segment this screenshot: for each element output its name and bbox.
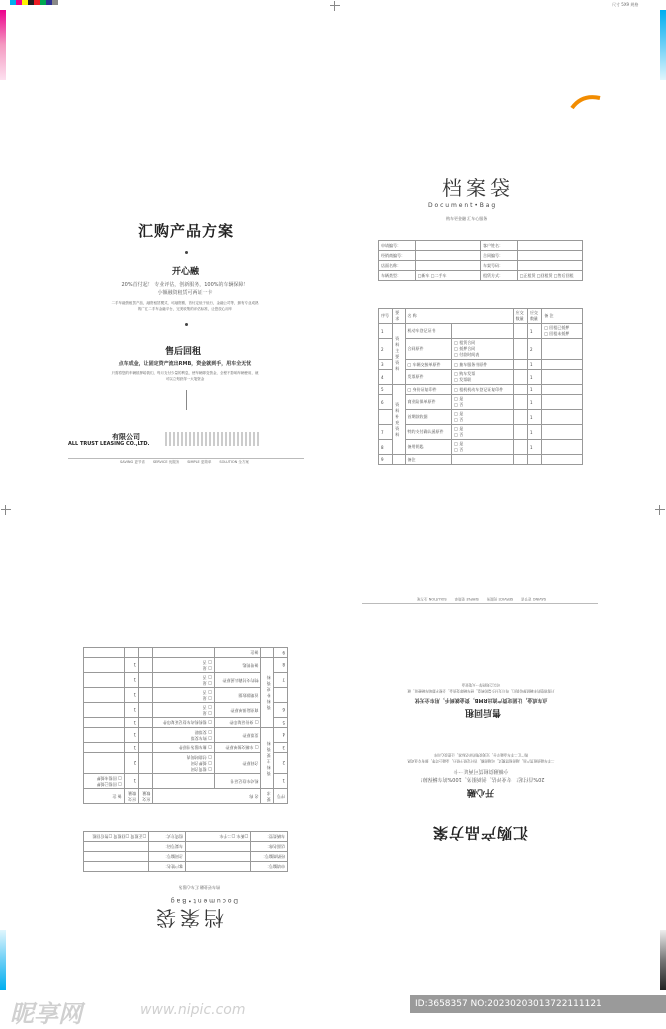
watermark-site: www.nipic.com [140, 1002, 246, 1018]
table-row [84, 728, 288, 743]
received-qty [513, 385, 527, 395]
item-check: □ 租赁合同 □ 抵押合同 □ 付款时间表 [452, 339, 514, 360]
required-qty: 1 [527, 410, 541, 425]
received-qty [513, 455, 527, 465]
item-check: □ 是 □ 否 [153, 673, 215, 688]
item-name: 备注 [214, 648, 261, 658]
field-value [415, 241, 480, 251]
field-value [84, 862, 149, 872]
brand-swoosh-icon [570, 92, 602, 110]
received-qty [139, 743, 153, 753]
item-check [153, 774, 215, 789]
item-note [84, 753, 125, 774]
item-name: 特约支付确认函原件 [214, 673, 261, 688]
rotated-section1-line1: 20%首付起！ 专业评估，创新服务，100%的车辆保障！ [417, 776, 545, 782]
field-value [186, 852, 251, 862]
row-number: 1 [379, 324, 393, 339]
company-en: ALL TRUST LEASING CO.,LTD. [68, 441, 150, 447]
rotated-copy-panel [0, 524, 666, 934]
item-name: 机动车登记证书 [405, 324, 452, 339]
item-name: 商业险保单原件 [405, 395, 452, 410]
registration-mark [330, 1, 340, 11]
column-header: 应交数量 [527, 309, 541, 324]
row-number: 4 [379, 370, 393, 385]
footer-saving: SAVING 更节省 [120, 460, 145, 464]
watermark-logo: 昵享网 [10, 1000, 82, 1028]
item-note [542, 370, 583, 385]
item-note [84, 658, 125, 673]
received-qty [513, 395, 527, 410]
footer-simple: SIMPLE 更简单 [187, 460, 212, 464]
item-name: 合同原件 [214, 753, 261, 774]
table-row [84, 718, 288, 728]
received-qty [513, 440, 527, 455]
received-qty [139, 774, 153, 789]
table-row [84, 852, 288, 862]
section1-title: 开心融 [172, 267, 200, 277]
field-label: 客户姓名： [480, 241, 517, 251]
field-label: 店面名称： [251, 842, 288, 852]
item-name: 发票原件 [214, 728, 261, 743]
required-qty: 1 [124, 774, 138, 789]
column-header: 要求 [261, 789, 273, 804]
received-qty [139, 703, 153, 718]
row-number: 7 [379, 425, 393, 440]
received-qty [513, 360, 527, 370]
section2-title: 售后回租 [165, 347, 202, 357]
watermark-id: ID:3658357 NO:20230203013722111121 [415, 999, 602, 1009]
column-header: 应交数量 [513, 309, 527, 324]
bag-subtitle: D o c u m e n t • B a g [428, 202, 496, 209]
item-note [542, 410, 583, 425]
required-qty: 2 [527, 339, 541, 360]
table-row [84, 774, 288, 789]
row-number: 5 [379, 385, 393, 395]
table-row [84, 743, 288, 753]
item-note [542, 425, 583, 440]
row-number: 3 [379, 360, 393, 370]
brochure-footer [120, 460, 249, 465]
field-label: 租赁方式： [480, 271, 517, 281]
item-check: □ 是 □ 否 [153, 658, 215, 673]
rotated-bag-subtitle: D o c u m e n t • B a g [170, 897, 238, 904]
footer-solution: SOLUTION 全方案 [219, 460, 249, 464]
divider-line [186, 390, 187, 410]
row-number: 8 [379, 440, 393, 455]
field-value [186, 862, 251, 872]
column-header: 序号 [273, 789, 287, 804]
item-note [542, 339, 583, 360]
table-row [84, 673, 288, 688]
item-check: □ 是 □ 否 [452, 425, 514, 440]
brochure-title: 汇购产品方案 [138, 222, 235, 240]
item-name: 发票原件 [405, 370, 452, 385]
bag-tagline: 购车更金融 汇车心服务 [446, 216, 488, 221]
right-color-strip-top [660, 10, 666, 80]
row-number: 9 [379, 455, 393, 465]
row-number: 4 [273, 728, 287, 743]
field-value [517, 251, 582, 261]
rotated-section2-line1: 点车成金，让固定资产流出RMB，资金就到手，用车全无忧 [414, 697, 548, 703]
item-check: □ 是 □ 否 [153, 703, 215, 718]
required-qty: 1 [124, 688, 138, 703]
field-value [517, 241, 582, 251]
rotated-footer-rule [362, 603, 598, 604]
field-value [84, 852, 149, 862]
rotated-bag-items-table [83, 647, 288, 804]
required-qty: 1 [527, 360, 541, 370]
table-header-row [379, 309, 583, 324]
item-name: □ 车辆交接单原件 [214, 743, 261, 753]
row-number: 5 [273, 718, 287, 728]
item-note [84, 728, 125, 743]
table-row [379, 370, 583, 385]
rotated-brochure-footer [417, 596, 546, 601]
table-row [379, 385, 583, 395]
rotated-section1-desc: 二手车融资租赁产品，融资租赁模式，可融资额，首付定低于低行，金融公司等，拥有专业成熟的广汇二手车金融平台，完美收集的评估标准，让您放心用车 [407, 753, 555, 763]
item-note [84, 688, 125, 703]
received-qty [513, 425, 527, 440]
table-row [379, 324, 583, 339]
column-header: 应交数量 [124, 789, 138, 804]
rotated-footer-simple: SIMPLE 更简单 [454, 597, 479, 601]
item-check: □ 抽车服务书原件 [452, 360, 514, 370]
item-note [542, 440, 583, 455]
required-qty: 1 [527, 395, 541, 410]
table-row [379, 360, 583, 370]
row-number: 8 [273, 658, 287, 673]
table-row [84, 753, 288, 774]
row-number: 6 [273, 703, 287, 718]
color-registration-bar [10, 0, 58, 5]
rotated-bag-header-table [83, 831, 288, 872]
item-note [84, 648, 125, 658]
received-qty [139, 753, 153, 774]
section1-line2: 小额融资租赁可两证一卡 [157, 290, 213, 296]
rotated-section1-line2: 小额融资租赁可两证一卡 [453, 768, 509, 774]
item-check: □ 租机机动车登记证复印件 [153, 718, 215, 728]
row-number: 3 [273, 743, 287, 753]
bag-items-table [378, 308, 583, 465]
group-label [393, 455, 405, 465]
rotated-section1-title: 开心融 [466, 787, 494, 797]
required-qty [527, 455, 541, 465]
item-name: 备用钥匙 [405, 440, 452, 455]
required-qty: 1 [124, 728, 138, 743]
field-label: 租赁方式： [149, 832, 186, 842]
field-value [84, 842, 149, 852]
item-note [84, 743, 125, 753]
footer-rule [68, 458, 304, 459]
table-row [379, 241, 583, 251]
received-qty [139, 728, 153, 743]
item-name: 首期款收据 [405, 410, 452, 425]
rotated-section2-desc: 只需将您的车辆抵押给我们，每月支付少量的利息，使车辆即变资金，全程不影响车辆使用，就可以立刻获得一大笔资金 [407, 683, 555, 693]
received-qty [139, 648, 153, 658]
item-check: □ 购车发票 □ 发票联 [452, 370, 514, 385]
item-check: □ 是 □ 否 [153, 688, 215, 703]
row-number: 9 [273, 648, 287, 658]
row-number: 7 [273, 673, 287, 688]
left-color-strip-bottom [0, 930, 6, 990]
table-row [84, 688, 288, 703]
required-qty: 1 [527, 385, 541, 395]
required-qty: 1 [124, 718, 138, 728]
column-header: 应交数量 [139, 789, 153, 804]
section1-desc: 二手车融资租赁产品，融资租赁模式，可融资额，首付定低于低行，金融公司等，拥有专业成熟的广汇二手车金融平台，完美收集的评估标准，让您放心用车 [111, 301, 259, 311]
item-check [153, 648, 215, 658]
left-color-strip-top [0, 10, 6, 80]
required-qty: 1 [124, 658, 138, 673]
table-row [84, 862, 288, 872]
item-name: 首期款收据 [214, 688, 261, 703]
field-label: 经销商编号： [251, 852, 288, 862]
required-qty: 1 [527, 440, 541, 455]
column-header: 名 称 [153, 789, 261, 804]
registration-mark [1, 505, 11, 515]
column-header: 名 称 [405, 309, 513, 324]
right-color-strip-bottom [660, 930, 666, 990]
required-qty [124, 648, 138, 658]
company-info-block [165, 432, 260, 446]
required-qty: 1 [527, 324, 541, 339]
section1-line1: 20%首付起！ 专业评估，创新服务，100%的车辆保障！ [121, 282, 249, 288]
table-row [379, 440, 583, 455]
section2-line1: 点车成金，让固定资产流出RMB，资金就到手，用车全无忧 [118, 361, 252, 367]
received-qty [513, 410, 527, 425]
item-note: □ 回租已抵押 □ 回租未抵押 [542, 324, 583, 339]
item-name: 备用钥匙 [214, 658, 261, 673]
row-number [273, 688, 287, 703]
field-value [415, 261, 480, 271]
row-number: 1 [273, 774, 287, 789]
table-row [84, 842, 288, 852]
field-label: 车架号码： [480, 261, 517, 271]
field-label: 车辆类型： [251, 832, 288, 842]
column-header: 备 注 [542, 309, 583, 324]
item-name: □ 身份证复印件 [214, 718, 261, 728]
table-header-row [84, 789, 288, 804]
group-label: 资料主要资料 [393, 324, 405, 385]
field-label: 合同编号： [149, 852, 186, 862]
item-note [84, 673, 125, 688]
divider-dot [185, 251, 188, 254]
item-check: □ 租赁合同 □ 抵押合同 □ 付款时间表 [153, 753, 215, 774]
item-check: □ 购车发票 □ 发票联 [153, 728, 215, 743]
field-value [186, 842, 251, 852]
field-value: □正租赁 □回租赁 □售后回租 [84, 832, 149, 842]
table-row [379, 251, 583, 261]
table-row [379, 425, 583, 440]
footer-service: SERVICE 优服务 [152, 460, 180, 464]
table-row [379, 339, 583, 360]
rotated-bag-title: 档案袋 [152, 906, 224, 930]
bag-header-table [378, 240, 583, 281]
row-number: 6 [379, 395, 393, 410]
item-check [452, 455, 514, 465]
received-qty [139, 673, 153, 688]
received-qty [139, 658, 153, 673]
field-value [517, 261, 582, 271]
item-name: □ 车辆交接单原件 [405, 360, 452, 370]
item-name: 特约支付确认函原件 [405, 425, 452, 440]
rotated-section2-title: 售后回租 [464, 707, 501, 717]
top-right-note: 尺寸 5X9 规格 [612, 2, 639, 7]
rotated-footer-service: SERVICE 优服务 [486, 597, 514, 601]
required-qty: 1 [527, 425, 541, 440]
item-check: □ 租机机动车登记证复印件 [452, 385, 514, 395]
group-label: 资料主要资料 [261, 728, 273, 789]
required-qty: 1 [124, 743, 138, 753]
item-name: □ 身份证复印件 [405, 385, 452, 395]
divider-dot [185, 323, 188, 326]
group-label: 资料补充资料 [393, 385, 405, 455]
item-note [542, 360, 583, 370]
field-label: 车辆类型： [379, 271, 416, 281]
color-swatch [52, 0, 58, 5]
field-label: 客户姓名： [149, 862, 186, 872]
item-check [452, 324, 514, 339]
received-qty [513, 339, 527, 360]
field-value [415, 251, 480, 261]
column-header: 序号 [379, 309, 393, 324]
bag-title: 档案袋 [442, 176, 514, 200]
item-note [542, 385, 583, 395]
item-name: 机动车登记证书 [214, 774, 261, 789]
table-row [379, 395, 583, 410]
received-qty [139, 718, 153, 728]
item-check: □ 抽车服务书原件 [153, 743, 215, 753]
received-qty [513, 324, 527, 339]
group-label: 资料补充资料 [261, 658, 273, 728]
field-label: 合同编号： [480, 251, 517, 261]
item-name: 备注 [405, 455, 452, 465]
table-row [379, 261, 583, 271]
field-label: 申请编号： [379, 241, 416, 251]
item-name: 商业险保单原件 [214, 703, 261, 718]
table-row [379, 271, 583, 281]
item-check: □ 是 □ 否 [452, 440, 514, 455]
item-note [542, 395, 583, 410]
item-note [542, 455, 583, 465]
table-row [379, 455, 583, 465]
table-row [84, 832, 288, 842]
rotated-brochure-title: 汇购产品方案 [431, 824, 528, 842]
table-row [84, 648, 288, 658]
field-label: 经销商编号： [379, 251, 416, 261]
row-number [379, 410, 393, 425]
required-qty: 1 [124, 703, 138, 718]
registration-mark [655, 505, 665, 515]
column-header: 备 注 [84, 789, 125, 804]
item-note: □ 回租已抵押 □ 回租未抵押 [84, 774, 125, 789]
required-qty: 1 [527, 370, 541, 385]
received-qty [139, 688, 153, 703]
company-cn: 有限公司 [112, 433, 140, 441]
rotated-bag-tagline: 购车更金融 汇车心服务 [178, 885, 220, 890]
table-row [379, 410, 583, 425]
field-label: 店面名称： [379, 261, 416, 271]
group-label [261, 648, 273, 658]
field-label: 车架号码： [149, 842, 186, 852]
section2-desc: 只需将您的车辆抵押给我们，每月支付少量的利息，使车辆即变资金，全程不影响车辆使用，就可以立刻获得一大笔资金 [111, 371, 259, 381]
field-value: □正租赁 □回租赁 □售后回租 [517, 271, 582, 281]
required-qty: 1 [124, 673, 138, 688]
item-note [84, 718, 125, 728]
table-row [84, 658, 288, 673]
field-value: □新车 □二手车 [186, 832, 251, 842]
table-row [84, 703, 288, 718]
row-number: 2 [379, 339, 393, 360]
received-qty [513, 370, 527, 385]
rotated-footer-saving: SAVING 更节省 [521, 597, 546, 601]
field-label: 申请编号： [251, 862, 288, 872]
item-check: □ 是 □ 否 [452, 395, 514, 410]
item-note [84, 703, 125, 718]
column-header: 要求 [393, 309, 405, 324]
item-check: □ 是 □ 否 [452, 410, 514, 425]
field-value: □新车 □二手车 [415, 271, 480, 281]
required-qty: 2 [124, 753, 138, 774]
row-number: 2 [273, 753, 287, 774]
rotated-footer-solution: SOLUTION 全方案 [417, 597, 447, 601]
item-name: 合同原件 [405, 339, 452, 360]
